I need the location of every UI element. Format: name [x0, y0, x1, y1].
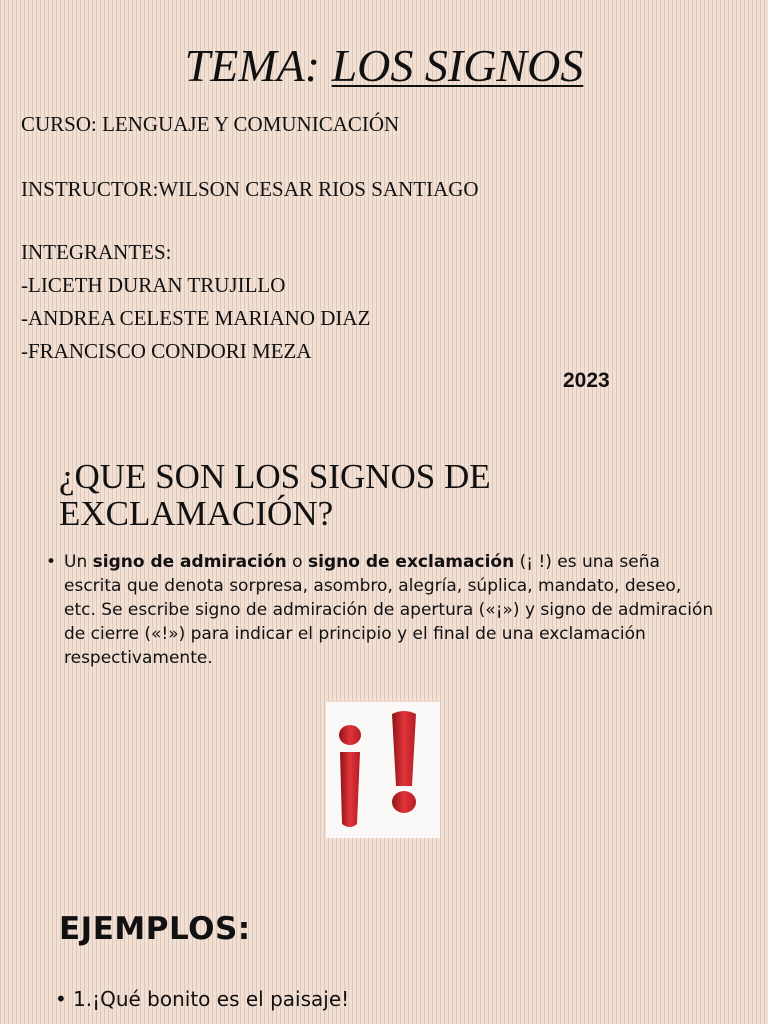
example-text: 1.¡Qué bonito es el paisaje! — [73, 987, 350, 1011]
examples-heading: EJEMPLOS: — [59, 911, 251, 947]
definition-term-2: signo de exclamación — [308, 552, 515, 572]
member-item: -LICETH DURAN TRUJILLO — [21, 273, 286, 297]
bullet-icon: • — [55, 987, 67, 1011]
definition-text-mid: o — [286, 552, 308, 572]
member-item: -FRANCISCO CONDORI MEZA — [21, 339, 312, 363]
definition-term-1: signo de admiración — [92, 552, 287, 572]
course-line: CURSO: LENGUAJE Y COMUNICACIÓN — [21, 112, 400, 136]
bullet-icon: • — [46, 552, 57, 572]
definition-text-start: Un — [64, 552, 93, 572]
title-prefix: TEMA: — [184, 40, 332, 91]
instructor-line: INSTRUCTOR:WILSON CESAR RIOS SANTIAGO — [21, 177, 479, 201]
year-label: 2023 — [563, 369, 610, 392]
exclamation-marks-icon — [326, 702, 440, 838]
list-item — [55, 986, 350, 1012]
definition-text-rest: (¡ !) es una seña escrita que denota sorpresa, asombro, alegría, súplica, mandato, deseo, etc. Se escribe signo de admiración de apertura («¡») y signo de admiración de cierre («!») para indicar el principio y el final de una exclamación respectivamente. — [64, 552, 714, 668]
definition-paragraph — [46, 550, 714, 670]
members-label: INTEGRANTES: — [21, 240, 172, 264]
section-heading: ¿QUE SON LOS SIGNOS DE EXCLAMACIÓN? — [59, 457, 491, 533]
member-item: -ANDREA CELESTE MARIANO DIAZ — [21, 306, 371, 330]
page-title — [0, 38, 768, 94]
title-main: LOS SIGNOS — [331, 40, 584, 91]
